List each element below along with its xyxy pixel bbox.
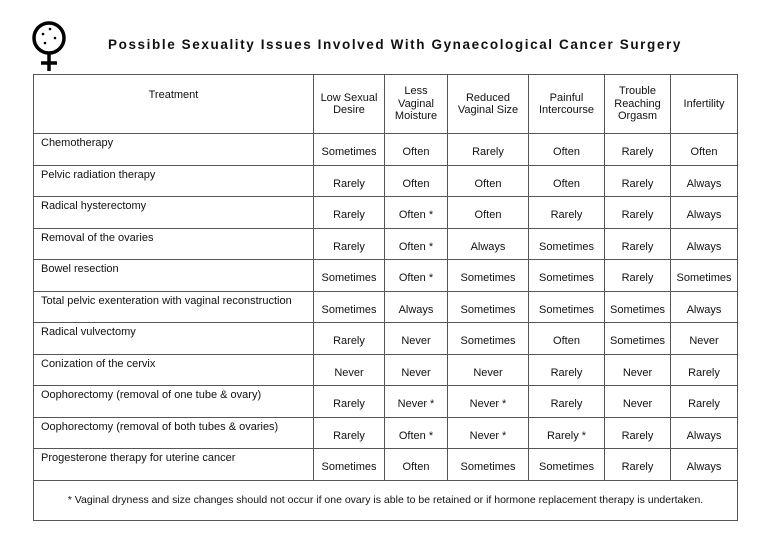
frequency-cell: Often * — [385, 260, 448, 292]
frequency-cell: Often — [448, 165, 529, 197]
frequency-cell: Rarely — [605, 134, 671, 166]
frequency-cell: Often — [448, 197, 529, 229]
column-header-less-vaginal-moisture: Less Vaginal Moisture — [385, 75, 448, 134]
frequency-cell: Always — [448, 228, 529, 260]
column-header-reduced-vaginal-size: Reduced Vaginal Size — [448, 75, 529, 134]
frequency-cell: Rarely — [529, 354, 605, 386]
frequency-cell: Rarely — [671, 386, 738, 418]
treatment-cell: Radical vulvectomy — [34, 323, 314, 355]
table-row — [34, 386, 738, 418]
frequency-cell: Never — [605, 354, 671, 386]
treatment-cell: Radical hysterectomy — [34, 197, 314, 229]
frequency-cell: Often — [529, 134, 605, 166]
frequency-cell: Sometimes — [529, 291, 605, 323]
frequency-cell: Sometimes — [671, 260, 738, 292]
frequency-cell: Always — [671, 417, 738, 449]
frequency-cell: Sometimes — [605, 323, 671, 355]
frequency-cell: Rarely — [314, 197, 385, 229]
treatment-cell: Removal of the ovaries — [34, 228, 314, 260]
frequency-cell: Always — [671, 165, 738, 197]
frequency-cell: Sometimes — [529, 449, 605, 481]
table-row — [34, 197, 738, 229]
frequency-cell: Sometimes — [314, 449, 385, 481]
frequency-cell: Sometimes — [314, 291, 385, 323]
frequency-cell: Rarely — [314, 228, 385, 260]
frequency-cell: Never — [605, 386, 671, 418]
frequency-cell: Rarely — [605, 449, 671, 481]
column-header-painful-intercourse: Painful Intercourse — [529, 75, 605, 134]
treatment-cell: Chemotherapy — [34, 134, 314, 166]
treatment-cell: Pelvic radiation therapy — [34, 165, 314, 197]
table-row — [34, 417, 738, 449]
frequency-cell: Always — [671, 197, 738, 229]
frequency-cell: Often * — [385, 417, 448, 449]
frequency-cell: Often — [385, 165, 448, 197]
frequency-cell: Rarely — [314, 323, 385, 355]
frequency-cell: Never — [385, 354, 448, 386]
frequency-cell: Sometimes — [448, 449, 529, 481]
frequency-cell: Always — [671, 228, 738, 260]
frequency-cell: Often * — [385, 228, 448, 260]
treatment-cell: Bowel resection — [34, 260, 314, 292]
frequency-cell: Rarely — [605, 417, 671, 449]
frequency-cell: Sometimes — [529, 260, 605, 292]
frequency-cell: Often — [529, 165, 605, 197]
frequency-cell: Sometimes — [448, 260, 529, 292]
frequency-cell: Sometimes — [314, 260, 385, 292]
column-header-treatment: Treatment — [34, 75, 314, 134]
treatment-cell: Total pelvic exenteration with vaginal reconstruction — [34, 291, 314, 323]
frequency-cell: Never — [671, 323, 738, 355]
table-row — [34, 134, 738, 166]
frequency-cell: Rarely — [314, 165, 385, 197]
table-row — [34, 260, 738, 292]
frequency-cell: Always — [385, 291, 448, 323]
frequency-cell: Often — [385, 449, 448, 481]
frequency-cell: Always — [671, 449, 738, 481]
frequency-cell: Often * — [385, 197, 448, 229]
female-symbol-icon — [28, 20, 70, 72]
frequency-cell: Never * — [385, 386, 448, 418]
treatment-cell: Oophorectomy (removal of one tube & ovary) — [34, 386, 314, 418]
frequency-cell: Rarely — [529, 386, 605, 418]
footnote: * Vaginal dryness and size changes should not occur if one ovary is able to be retained or if hormone replacement therapy is undertaken. — [34, 480, 738, 521]
treatment-cell: Progesterone therapy for uterine cancer — [34, 449, 314, 481]
column-header-trouble-reaching-orgasm: Trouble Reaching Orgasm — [605, 75, 671, 134]
frequency-cell: Never — [448, 354, 529, 386]
frequency-cell: Sometimes — [605, 291, 671, 323]
frequency-cell: Rarely — [605, 197, 671, 229]
frequency-cell: Rarely — [605, 165, 671, 197]
frequency-cell: Sometimes — [448, 323, 529, 355]
frequency-cell: Never — [385, 323, 448, 355]
frequency-cell: Rarely * — [529, 417, 605, 449]
table-header-row — [34, 75, 738, 134]
frequency-cell: Sometimes — [448, 291, 529, 323]
frequency-cell: Rarely — [605, 228, 671, 260]
column-header-infertility: Infertility — [671, 75, 738, 134]
column-header-low-sexual-desire: Low Sexual Desire — [314, 75, 385, 134]
frequency-cell: Rarely — [671, 354, 738, 386]
frequency-cell: Rarely — [448, 134, 529, 166]
table-row — [34, 323, 738, 355]
table-row — [34, 449, 738, 481]
frequency-cell: Never — [314, 354, 385, 386]
treatment-cell: Conization of the cervix — [34, 354, 314, 386]
frequency-cell: Never * — [448, 386, 529, 418]
table-row — [34, 354, 738, 386]
frequency-cell: Often — [671, 134, 738, 166]
page-title: Possible Sexuality Issues Involved With Gynaecological Cancer Surgery — [108, 37, 682, 52]
frequency-cell: Rarely — [314, 386, 385, 418]
frequency-cell: Always — [671, 291, 738, 323]
table-row — [34, 228, 738, 260]
footnote-row — [34, 480, 738, 521]
table-row — [34, 291, 738, 323]
treatment-cell: Oophorectomy (removal of both tubes & ovaries) — [34, 417, 314, 449]
frequency-cell: Often — [385, 134, 448, 166]
frequency-cell: Rarely — [529, 197, 605, 229]
frequency-cell: Sometimes — [314, 134, 385, 166]
frequency-cell: Rarely — [605, 260, 671, 292]
frequency-cell: Never * — [448, 417, 529, 449]
sexuality-issues-table — [33, 74, 738, 521]
frequency-cell: Often — [529, 323, 605, 355]
frequency-cell: Sometimes — [529, 228, 605, 260]
table-row — [34, 165, 738, 197]
frequency-cell: Rarely — [314, 417, 385, 449]
